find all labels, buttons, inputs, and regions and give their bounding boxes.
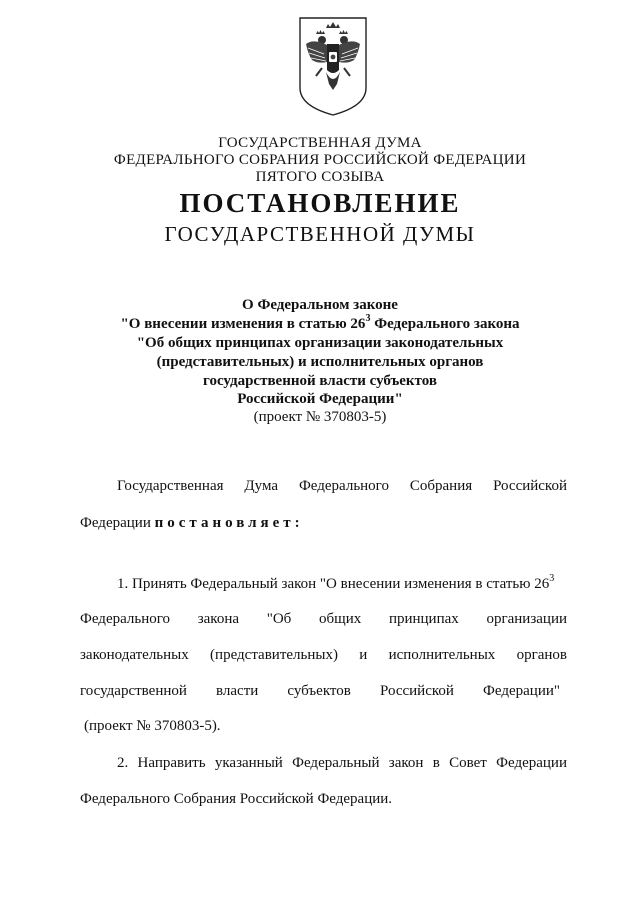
coat-of-arms-emblem [296, 14, 370, 118]
project-number: (проект № 370803-5) [253, 409, 387, 425]
item2-line-1: 2. Направить указанный Федеральный закон в Совет Федерации [117, 755, 567, 771]
item1-line-5: (проект № 370803-5). [84, 718, 221, 734]
item1-line-3: законодательных (представительных) и исполнительных органов [80, 647, 567, 663]
law-title-line-6: Российской Федерации" [237, 391, 403, 407]
item1-line-1: 1. Принять Федеральный закон "О внесении изменения в статью $26^3$ [117, 573, 555, 592]
law-title-line-4: (представительных) и исполнительных органов [156, 354, 484, 370]
document-subtitle: ГОСУДАРСТВЕННОЙ ДУМЫ [164, 222, 476, 246]
law-title-line-3: "Об общих принципах организации законодательных [136, 335, 504, 351]
item2-line-2: Федерального Собрания Российской Федерации. [80, 791, 393, 807]
law-title-line-1: О Федеральном законе [242, 297, 398, 313]
item1-line-4: государственной власти субъектов Российской Федерации" [80, 683, 560, 699]
header-line-duma: ГОСУДАРСТВЕННАЯ ДУМА [218, 135, 422, 151]
document-title: ПОСТАНОВЛЕНИЕ [179, 188, 461, 218]
preamble-line-2: Федерации постановляет: [80, 515, 304, 531]
item1-line-2: Федерального закона "Об общих принципах организации [80, 611, 567, 627]
preamble-line-1: Государственная Дума Федерального Собрания Российской [117, 478, 567, 494]
header-line-convocation: ПЯТОГО СОЗЫВА [255, 169, 385, 185]
resolves-word: постановляет: [154, 515, 304, 531]
law-title-line-5: государственной власти субъектов [203, 373, 437, 389]
law-title-line-2: "О внесении изменения в статью $26^3$ Федерального закона [120, 313, 520, 332]
header-line-assembly: ФЕДЕРАЛЬНОГО СОБРАНИЯ РОССИЙСКОЙ ФЕДЕРАЦИИ [113, 152, 527, 168]
